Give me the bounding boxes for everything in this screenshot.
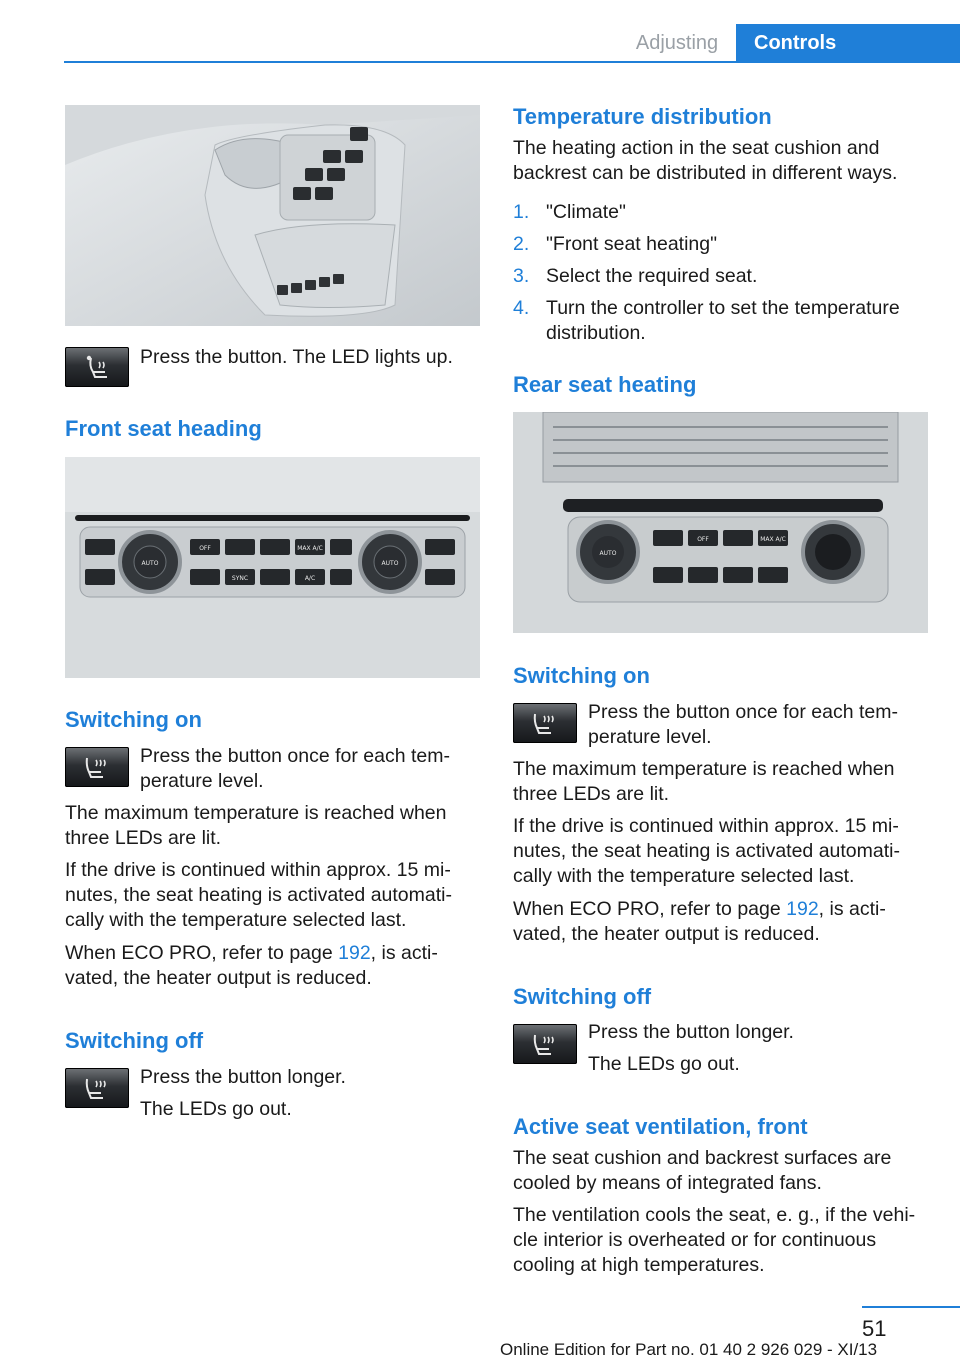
step-item: 4. Turn the controller to set the temperature distribution. (513, 297, 900, 344)
front-panel-label: SYNC (231, 575, 249, 582)
seat-heating-button-icon (65, 347, 129, 387)
section-tab-controls[interactable]: Controls (736, 24, 960, 62)
rear-seat-heating-level-icon (513, 703, 577, 743)
page-link-192[interactable]: 192 (338, 942, 371, 964)
left-drive-continued-text: If the drive is continued within approx. 15 mi‐nutes, the seat heating is activated automati‐cally with the temperature selected last. (65, 859, 452, 931)
door-panel-photo (65, 105, 480, 326)
front-panel-label: A/C (304, 575, 316, 582)
page-link-192[interactable]: 192 (786, 898, 819, 920)
right-switching-on-text: Press the button once for each tem‐perature level. (588, 701, 899, 748)
right-switching-off-text-1: Press the button longer. (588, 1021, 794, 1043)
seat-heating-off-icon (65, 1068, 129, 1108)
climate-control-panel-photo (65, 457, 480, 678)
front-panel-label: OFF (199, 545, 211, 552)
front-panel-label: MAX A/C (297, 545, 323, 552)
rear-panel-label: AUTO (599, 550, 617, 557)
right-switching-off-text-2: The LEDs go out. (588, 1053, 740, 1075)
front-panel-label: AUTO (141, 560, 159, 567)
rear-climate-panel-photo (513, 412, 928, 633)
left-switching-on-text: Press the button once for each tem‐perature level. (140, 745, 451, 792)
step-item: 1. "Climate" (513, 201, 626, 223)
temperature-distribution-text: The heating action in the seat cushion and backrest can be distributed in different ways. (513, 137, 898, 184)
rear-panel-label: MAX A/C (760, 536, 786, 543)
header-rule (64, 61, 960, 63)
seat-heating-level-icon (65, 747, 129, 787)
right-max-temp-text: The maximum temperature is reached when three LEDs are lit. (513, 758, 895, 805)
left-switching-on-heading: Switching on (65, 707, 202, 732)
intro-text: Press the button. The LED lights up. (140, 346, 453, 368)
rear-seat-heating-off-icon (513, 1024, 577, 1064)
ventilation-text-1: The seat cushion and backrest surfaces are cooled by means of integrated fans. (513, 1147, 892, 1194)
front-seat-heating-heading: Front seat heading (65, 416, 262, 441)
rear-seat-heating-heading: Rear seat heating (513, 372, 697, 397)
temperature-steps-list (513, 200, 923, 353)
left-max-temp-text: The maximum temperature is reached when three LEDs are lit. (65, 802, 447, 849)
left-switching-off-text-1: Press the button longer. (140, 1066, 346, 1088)
right-switching-on-heading: Switching on (513, 663, 650, 688)
active-seat-ventilation-heading: Active seat ventilation, front (513, 1114, 808, 1139)
right-switching-off-heading: Switching off (513, 984, 652, 1009)
right-eco-pro-text: When ECO PRO, refer to page 192, is acti‐vated, the heater output is reduced. (513, 898, 886, 945)
right-drive-continued-text: If the drive is continued within approx. 15 mi‐nutes, the seat heating is activated automati‐cally with the temperature selected last. (513, 815, 900, 887)
footer-rule (862, 1306, 960, 1308)
step-item: 3. Select the required seat. (513, 265, 758, 287)
temperature-distribution-heading: Temperature distribution (513, 104, 772, 129)
page-number: 51 (862, 1316, 887, 1341)
left-switching-off-heading: Switching off (65, 1028, 204, 1053)
rear-panel-label: OFF (697, 536, 709, 543)
edition-text: Online Edition for Part no. 01 40 2 926 029 - XI/13 (500, 1340, 878, 1359)
front-panel-label: AUTO (381, 560, 399, 567)
left-eco-pro-text: When ECO PRO, refer to page 192, is acti‐vated, the heater output is reduced. (65, 942, 438, 989)
ventilation-text-2: The ventilation cools the seat, e. g., if the vehi‐cle interior is overheated or for continuous cooling at high temperatures. (513, 1204, 916, 1276)
step-item: 2. "Front seat heating" (513, 233, 718, 255)
left-switching-off-text-2: The LEDs go out. (140, 1098, 292, 1120)
section-tab-adjusting[interactable]: Adjusting (635, 32, 719, 54)
